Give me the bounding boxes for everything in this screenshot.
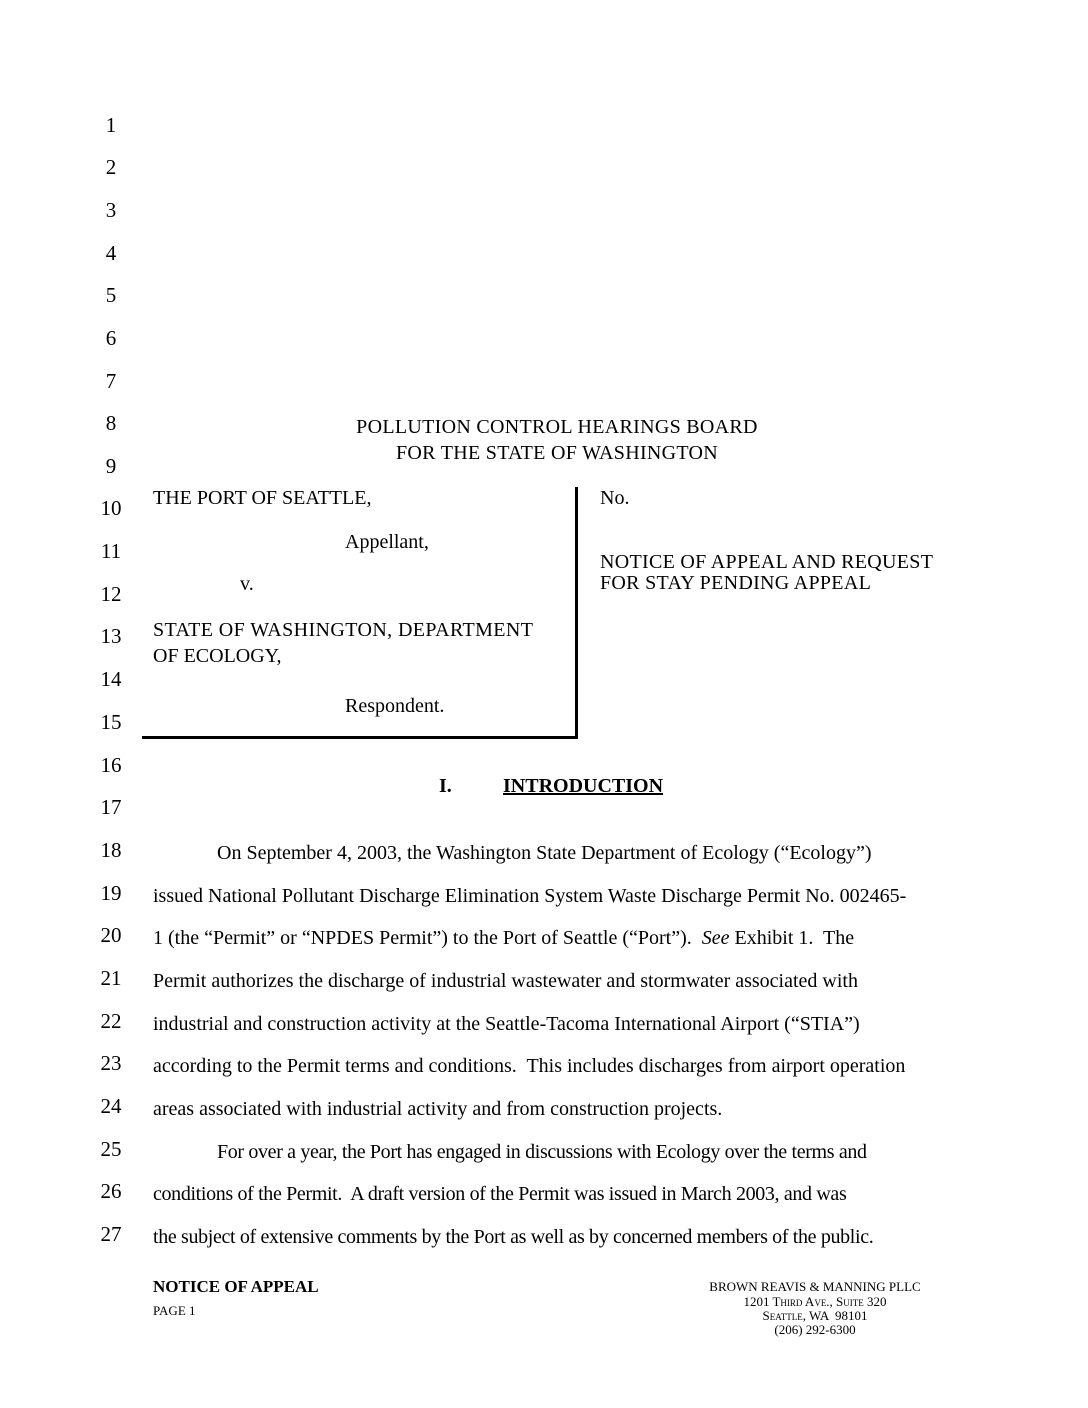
line-number: 25: [100, 1137, 122, 1161]
section-title-text: INTRODUCTION: [503, 775, 664, 797]
respondent-role: Respondent.: [345, 695, 445, 717]
caption-bottom-rule: [142, 736, 578, 739]
body-line-20-a: 1 (the “Permit” or “NPDES Permit”) to the Port of Seattle (“Port”).: [153, 927, 702, 949]
document-title-line2: FOR STAY PENDING APPEAL: [600, 572, 872, 594]
line-number: 14: [100, 667, 122, 691]
versus: v.: [240, 573, 254, 595]
body-line-20: [153, 926, 854, 950]
line-number: 4: [105, 241, 117, 265]
line-number: 2: [105, 155, 117, 179]
body-line-24: areas associated with industrial activity and from construction projects.: [153, 1098, 723, 1120]
firm-address-line1: 1201 Third Ave., Suite 320: [743, 1294, 887, 1309]
line-number: 7: [105, 369, 117, 393]
line-number: 21: [100, 966, 122, 990]
section-title: [503, 774, 663, 798]
firm-address-line2: Seattle, WA 98101: [762, 1308, 868, 1323]
firm-phone: (206) 292-6300: [774, 1322, 856, 1337]
line-number: 17: [100, 795, 122, 819]
line-number: 18: [100, 838, 122, 862]
case-number-label: No.: [600, 487, 630, 509]
line-number: 10: [100, 496, 122, 520]
firm-name: BROWN REAVIS & MANNING PLLC: [709, 1279, 921, 1294]
body-line-23: according to the Permit terms and conditions. This includes discharges from airport operation: [153, 1055, 906, 1077]
line-number: 26: [100, 1179, 122, 1203]
caption-vertical-rule: [575, 487, 578, 739]
signal-see: See: [701, 927, 730, 949]
body-line-21: Permit authorizes the discharge of industrial wastewater and stormwater associated with: [153, 970, 858, 992]
line-number: 8: [105, 411, 117, 435]
line-number: 3: [105, 198, 117, 222]
line-number: 22: [100, 1009, 122, 1033]
body-line-22: industrial and construction activity at the Seattle-Tacoma International Airport (“STIA”): [153, 1013, 860, 1035]
body-line-20-b: Exhibit 1. The: [729, 927, 855, 949]
body-line-18: On September 4, 2003, the Washington State Department of Ecology (“Ecology”): [217, 842, 872, 864]
body-line-25: For over a year, the Port has engaged in discussions with Ecology over the terms and: [217, 1141, 867, 1163]
line-number: 23: [100, 1051, 122, 1075]
line-number: 15: [100, 710, 122, 734]
court-name-line2: FOR THE STATE OF WASHINGTON: [395, 442, 719, 464]
footer-document-title: NOTICE OF APPEAL: [153, 1277, 319, 1296]
line-number: 19: [100, 881, 122, 905]
line-number: 13: [100, 624, 122, 648]
line-number: 6: [105, 326, 117, 350]
footer-page-number: PAGE 1: [153, 1303, 196, 1318]
line-number: 27: [100, 1222, 122, 1246]
line-number: 20: [100, 923, 122, 947]
body-line-27: the subject of extensive comments by the Port as well as by concerned members of the public.: [153, 1226, 874, 1248]
line-number: 1: [105, 113, 117, 137]
line-number: 12: [100, 582, 122, 606]
line-number: 24: [100, 1094, 122, 1118]
body-line-26: conditions of the Permit. A draft version of the Permit was issued in March 2003, and was: [153, 1183, 847, 1205]
respondent-name-line2: OF ECOLOGY,: [153, 645, 282, 667]
document-title-line1: NOTICE OF APPEAL AND REQUEST: [600, 551, 934, 573]
appellant-name: THE PORT OF SEATTLE,: [153, 487, 372, 509]
court-name-line1: POLLUTION CONTROL HEARINGS BOARD: [356, 416, 758, 438]
appellant-role: Appellant,: [345, 531, 429, 553]
line-number: 11: [100, 539, 122, 563]
respondent-name-line1: STATE OF WASHINGTON, DEPARTMENT: [153, 619, 534, 641]
line-number: 5: [105, 283, 117, 307]
body-line-19: issued National Pollutant Discharge Elimination System Waste Discharge Permit No. 002465-: [153, 885, 907, 907]
line-number: 9: [105, 454, 117, 478]
section-number: I.: [439, 775, 452, 797]
line-number: 16: [100, 753, 122, 777]
